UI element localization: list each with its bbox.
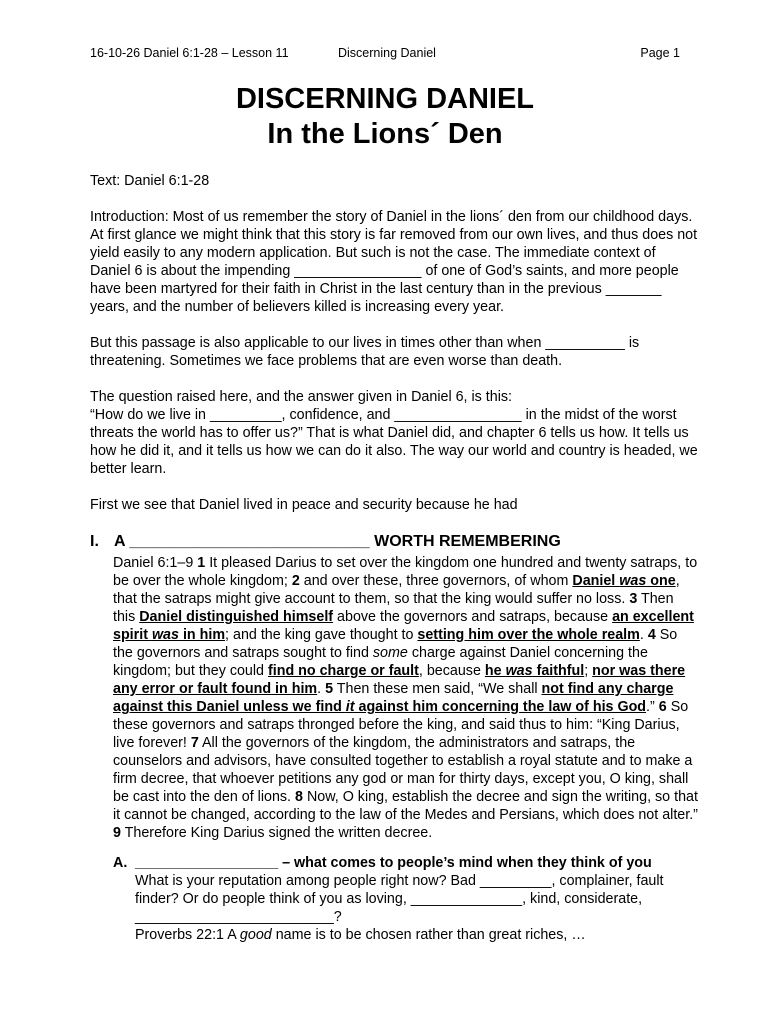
underlined-italic: was (619, 573, 647, 589)
underlined-phrase (572, 573, 675, 589)
scripture-span: Then this (113, 591, 674, 625)
paragraph-2: But this passage is also applicable to our lives in times other than when __________ is threatening. Sometimes we face problems that are even worse than death. (90, 335, 640, 369)
scripture-text (113, 554, 698, 842)
verse-number: 2 (291, 573, 300, 589)
verse-number: 8 (295, 789, 303, 805)
section-1-heading (90, 532, 698, 552)
section-1-title: A ___________________________ WORTH REMEMBERING (114, 533, 561, 550)
page-header (90, 46, 680, 66)
underlined-italic: was (505, 663, 533, 679)
paragraph-3-rest: “How do we live in _________, confidence, and ________________ in the midst of the worst threats the world has to offer us?” That is what Daniel did, and chapter 6 tells us how. It tells us how he did it, and it tells us how we can do it also. The way our world and country is headed, we better learn. (90, 407, 698, 477)
underlined-span: in him (178, 627, 226, 643)
underlined-span: he (484, 663, 506, 679)
scripture-span: .” (646, 699, 659, 715)
title-line-2: In the Lions´ Den (267, 118, 503, 150)
document-title (90, 82, 680, 152)
subsection-a-question: What is your reputation among people right now? Bad _________, complainer, fault finder? Or do people think of you as loving, ______________, kind, considerate, _________________________? (135, 873, 664, 925)
subsection-a-title: __________________ – what comes to people’s mind when they think of you (135, 855, 652, 871)
underlined-phrase (485, 663, 584, 679)
verse-number: 4 (647, 627, 656, 643)
header-lesson: 16-10-26 Daniel 6:1-28 – Lesson 11 (90, 46, 289, 60)
underlined-italic: was (151, 627, 179, 643)
underlined-phrase: find no charge or fault (267, 663, 419, 679)
proverbs-quote (135, 926, 698, 944)
scripture-span: , because (418, 663, 485, 679)
verse-number: 6 (658, 699, 667, 715)
scripture-span: So these governors and satraps thronged before the king, and said thus to him: “King Darius, live forever! (113, 699, 689, 751)
scripture-span: Then these men said, “We shall (333, 681, 542, 697)
underlined-span: an excellent spirit (113, 609, 694, 643)
scripture-span: It pleased Darius to set over the kingdom one hundred and twenty satraps, to be over the whole kingdom; (113, 555, 698, 589)
scripture-span: charge against Daniel concerning the kingdom; but they could (113, 645, 648, 679)
underlined-phrase: nor was there any error or fault found in him (113, 663, 686, 697)
scripture-passage (113, 554, 698, 842)
scripture-reference: Daniel 6:1–9 (113, 555, 198, 571)
scripture-span: . (317, 681, 326, 697)
proverbs-italic: good (239, 927, 272, 943)
subsection-a-body (135, 872, 698, 944)
scripture-span: ; and the king gave thought to (225, 627, 418, 643)
underlined-phrase: Daniel distinguished himself (139, 609, 334, 625)
paragraph-3-line-1: The question raised here, and the answer given in Daniel 6, is this: (90, 389, 513, 405)
subsection-a-heading (113, 854, 698, 872)
underlined-span: against him concerning the law of his God (354, 699, 647, 715)
header-title: Discerning Daniel (338, 46, 436, 60)
scripture-span: above the governors and satraps, because (333, 609, 613, 625)
subsection-a (113, 854, 698, 944)
scripture-span: Now, O king, establish the decree and sign the writing, so that it cannot be changed, according to the law of the Medes and Persians, which does not alter.” (113, 789, 698, 823)
italic-word: some (372, 645, 408, 661)
title-line-1: DISCERNING DANIEL (235, 83, 535, 115)
scripture-span: Therefore King Darius signed the written decree. (120, 825, 433, 841)
verse-number: 3 (629, 591, 638, 607)
text-reference: Text: Daniel 6:1-28 (90, 173, 210, 189)
verse-number: 7 (190, 735, 199, 751)
verse-number: 1 (197, 555, 206, 571)
scripture-span: . (639, 627, 648, 643)
underlined-span: one (646, 573, 676, 589)
verse-number: 5 (325, 681, 334, 697)
document-body (90, 172, 698, 944)
underlined-span: Daniel (572, 573, 620, 589)
proverbs-span: name is to be chosen rather than great riches, … (271, 927, 586, 943)
scripture-span: and over these, three governors, of whom (299, 573, 573, 589)
scripture-span: So the governors and satraps sought to find (113, 627, 678, 661)
underlined-italic: it (345, 699, 355, 715)
scripture-span: , that the satraps might give account to them, so that the king would suffer no loss. (113, 573, 680, 607)
underlined-phrase: setting him over the whole realm (417, 627, 640, 643)
scripture-span: All the governors of the kingdom, the administrators and satraps, the counselors and advisors, have consulted together to establish a royal statute and to make a firm decree, that whoever petitions any god or man for thirty days, except you, O king, shall be cast into the den of lions. (113, 735, 693, 805)
paragraph-3 (90, 388, 698, 478)
section-1-number: I. (90, 533, 99, 550)
verse-number: 9 (113, 825, 121, 841)
underlined-span: not find any charge against this Daniel unless we find (113, 681, 674, 715)
header-page-number: Page 1 (640, 46, 680, 60)
scripture-span: ; (584, 663, 593, 679)
introduction-paragraph: Introduction: Most of us remember the story of Daniel in the lions´ den from our childhood days. At first glance we might think that this story is far removed from our own lives, and thus does not yield easily to any modern application. But such is not the case. The immediate context of Daniel 6 is about the impending ________________ of one of God’s saints, and more people have been martyred for their faith in Christ in the last century than in the previous _______ years, and the number of believers killed is increasing every year. (90, 209, 698, 315)
paragraph-4: First we see that Daniel lived in peace and security because he had (90, 497, 518, 513)
subsection-a-number: A. (113, 855, 128, 871)
underlined-span: faithful (532, 663, 585, 679)
proverbs-span: Proverbs 22:1 A (135, 927, 240, 943)
